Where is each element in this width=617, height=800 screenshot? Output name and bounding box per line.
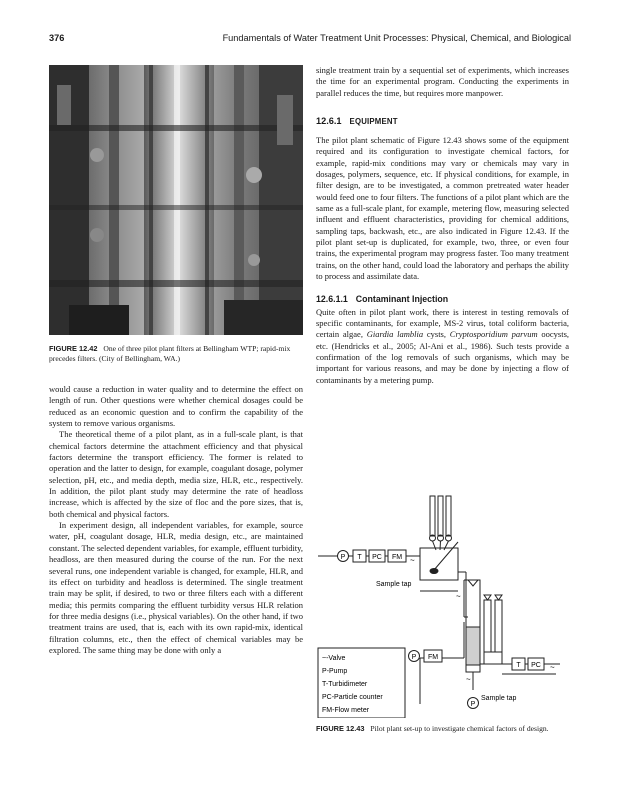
chemical-feed-tube-1 <box>430 496 435 536</box>
running-title: Fundamentals of Water Treatment Unit Processes: Physical, Chemical, and Biological <box>222 33 571 43</box>
para3-part-a: Quite often in pilot plant work, there is interest in testing removals of specific contaminants, for example, MS-2 virus, total coliform bacteria, certain algae, <box>316 306 569 340</box>
page-header <box>49 33 571 47</box>
left-column <box>49 65 303 656</box>
para3-cryptosporidium: Cryptosporidium parvum <box>449 329 538 340</box>
figure-12-43-caption-text: Pilot plant set-up to investigate chemical factors of design. <box>370 724 549 733</box>
para3-part-e: oocysts, etc. (Hendricks et al., 2005; Al-Ani et al., 1986). Such tests provide a confirmation of the log removals of such organisms, which may be important for various reasons, and may be done by injecting a flow of contaminants by a metering pump. <box>316 329 570 385</box>
effluent-valve-symbol: ~ <box>550 663 555 672</box>
left-paragraph-3: In experiment design, all independent variables, for example, source water, pH, coagulant dosage, HLR, media design, etc., are maintained constant. The selected dependent variables, for example, effluent turbidity, headloss, are then measured during the course of the run. For the next several runs, one independent variable is changed, for example, HLR, and its effect on turbidity and headloss is determined. The single treatment train may be split, if desired, to two or three filters each with a different media; this permits comparing the effluent turbidity versus HLR relation for three media designs (i.e., physical variables). On the other hand, if two treatment trains are used, that is, each with its own rapid-mix, identical filtration columns, etc., then the effect of chemical variables may be explored. The same thing may be done with only a <box>49 520 303 655</box>
effluent-particle-counter-label: PC <box>531 662 541 669</box>
left-paragraph-1: would cause a reduction in water quality and to determine the effect on length of run. Other questions were whether chemical dosages could be reduced as an economic question and to confirm the capability of the system to remove various organisms. <box>49 384 303 429</box>
pilot-plant-schematic <box>316 492 571 718</box>
chemical-feed-tube-3 <box>446 496 451 536</box>
pilot-plant-filter-photo <box>49 65 303 335</box>
backwash-flow-meter-label: FM <box>427 654 439 661</box>
sample-tap-1-label: Sample tap <box>376 581 412 588</box>
effluent-pump-label: P <box>470 701 476 708</box>
left-paragraph-2: The theoretical theme of a pilot plant, as in a full-scale plant, is that chemical factors determine the attachment efficiency and that physical factors determine the transport efficiency. The former is related to operation and the latter to design, for example, coagulant dosage, polymer selection, pH, etc., and media depth, media size, HLR, etc., respectively. In addition, the pilot plant study may determine the rate of headloss increase, which is affected by the size of floc and the pore sizes, that is, both chemical and physical factors. <box>49 429 303 519</box>
mixer-impeller <box>430 569 438 574</box>
sample-tap-1-valve: ~ <box>456 592 461 601</box>
influent-pump-label: P <box>340 554 346 561</box>
subsection-title: Contaminant Injection <box>355 293 449 304</box>
chemical-feed-tube-2 <box>438 496 443 536</box>
subsection-heading <box>316 294 569 304</box>
influent-flow-meter-label: FM <box>391 554 403 561</box>
influent-valve-symbol: ~ <box>410 556 415 565</box>
legend-item-flow-meter: FM-Flow meter <box>322 707 370 714</box>
right-paragraph-1: single treatment train by a sequential set of experiments, which increases the time for an experimental program. Conducting the experiments in parallel reduces the time, but requires more manpower. <box>316 65 569 98</box>
water-level-marker-1 <box>468 580 478 586</box>
water-level-marker-2 <box>484 595 491 600</box>
sample-tap-2-label: Sample tap <box>481 695 517 702</box>
section-heading <box>316 116 569 126</box>
influent-turbidimeter-label: T <box>357 554 362 561</box>
right-paragraph-3 <box>316 307 569 386</box>
para3-part-c: cysts, <box>423 329 450 340</box>
piezometer-1 <box>484 600 491 652</box>
influent-particle-counter-label: PC <box>372 554 382 561</box>
legend-item-turbidimeter: T-Turbidimeter <box>322 681 368 688</box>
legend-item-valve: ~-Valve <box>322 655 346 662</box>
filter-media <box>466 627 480 665</box>
filter-valve-symbol: ~ <box>466 675 471 684</box>
section-title: EQUIPMENT <box>349 117 398 127</box>
subsection-number: 12.6.1.1 <box>316 293 348 304</box>
overflow-box <box>484 652 502 664</box>
right-paragraph-2: The pilot plant schematic of Figure 12.43 shows some of the equipment required and its configuration to investigate chemical factors, for example, rapid-mix conditions may vary or chemicals may vary in dosages, polymers, sequence, etc. If physical conditions, for example, in filter design, are to be investigated, a common pretreated water header would feed one to four filters. The functions of a pilot plant which are the same as a full-scale plant, for example, metering flow, measuring selected influent and effluent characteristics, providing for chemical additions, sampling taps, backwash, etc., are also indicated in Figure 12.43. If the pilot plant set-up is duplicated, for example, two, three, or even four trains, the experimental program may progress faster. Too many treatment trains, on the other hand, could load the laboratory and perhaps the ability to process and assimilate data. <box>316 135 569 282</box>
effluent-turbidimeter-label: T <box>516 662 521 669</box>
schematic-svg <box>316 492 571 718</box>
legend-item-pump: P-Pump <box>322 668 348 675</box>
figure-12-42-caption-text: One of three pilot plant filters at Bellingham WTP; rapid-mix precedes filters. (City of Bellingham, WA.) <box>49 344 291 363</box>
water-level-marker-3 <box>495 595 502 600</box>
section-number: 12.6.1 <box>316 116 342 127</box>
piezometer-2 <box>495 600 502 652</box>
legend-item-particle-counter: PC-Particle counter <box>322 694 383 701</box>
right-column <box>316 65 569 386</box>
page-number: 376 <box>49 33 65 43</box>
figure-12-42-caption <box>49 344 303 364</box>
para3-giardia: Giardia lamblia <box>366 329 424 340</box>
photo-illustration <box>49 65 303 335</box>
backwash-pump-label: P <box>411 654 417 661</box>
figure-12-43-label: FIGURE 12.43 <box>316 724 365 733</box>
figure-12-43-caption <box>316 724 569 734</box>
figure-12-42-label: FIGURE 12.42 <box>49 344 98 353</box>
